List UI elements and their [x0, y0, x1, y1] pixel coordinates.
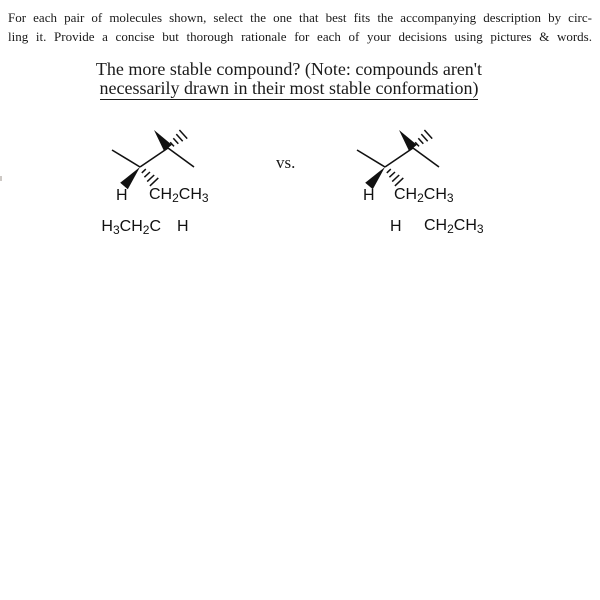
bond-central — [140, 148, 168, 167]
wedge-bond-bottom — [120, 167, 140, 189]
substituent-label-top-right: H — [177, 218, 189, 235]
instructions-paragraph — [8, 9, 592, 46]
instructions-line-2: ling it. Provide a concise but thorough rationale for each of your decisions using pictures & words. — [8, 28, 592, 44]
substituent-label-top-right: $CH_2CH_3$ — [424, 217, 484, 236]
question-title — [0, 60, 578, 100]
hash-bond-bottom — [142, 169, 159, 186]
hash-bond-top — [170, 130, 187, 146]
substituent-label-bottom-right: $CH_2CH_3$ — [394, 186, 454, 205]
bond-methyl-lower — [112, 150, 140, 167]
bond-methyl-upper — [168, 148, 194, 167]
vs-separator: vs. — [276, 153, 296, 172]
molecule-right[interactable] — [335, 105, 495, 236]
substituent-label-bottom-left: H — [116, 187, 128, 204]
question-title-line-1: The more stable compound? (Note: compounds aren't — [95, 59, 483, 79]
instructions-line-1: For each pair of molecules shown, select the one that best fits the accompanying description by circ- — [8, 10, 592, 25]
substituent-label-bottom-right: $CH_2CH_3$ — [149, 186, 209, 205]
substituent-label-top-left: H — [390, 218, 402, 235]
substituent-label-top-left: $H_3CH_2C$ — [101, 218, 161, 237]
stray-mark — [0, 176, 2, 181]
molecule-left[interactable] — [90, 105, 250, 237]
question-title-line-2: necessarily drawn in their most stable conformation) — [99, 78, 479, 98]
substituent-label-bottom-left: H — [363, 187, 375, 204]
